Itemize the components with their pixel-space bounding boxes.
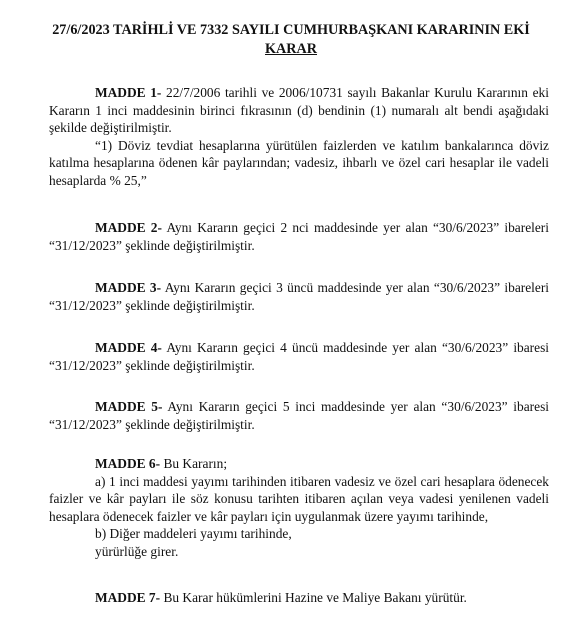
article-1-line-2: Kararın 1 inci maddesinin birinci fıkrasının (d) bendinin (1) numaralı alt bendi aşağıdaki xyxy=(49,102,549,118)
article-7-label: MADDE 7- xyxy=(95,590,161,605)
article-4-label: MADDE 4- xyxy=(95,340,162,355)
article-1-line-3: şekilde değiştirilmiştir. xyxy=(49,120,172,135)
document-title xyxy=(0,21,582,59)
article-4: MADDE 4- Aynı Kararın geçici 4 üncü maddesinde yer alan “30/6/2023” ibaresi “31/12/2023” şeklinde değiştirilmiştir. xyxy=(49,340,550,373)
article-7: MADDE 7- Bu Karar hükümlerini Hazine ve Maliye Bakanı yürütür. xyxy=(95,590,467,605)
article-5-label: MADDE 5- xyxy=(95,399,163,414)
article-1-quote-1: “1) Döviz tevdiat hesaplarına yürütülen faizlerden ve katılım bankalarınca döviz xyxy=(95,137,549,153)
article-1-line-1: MADDE 1- 22/7/2006 tarihli ve 2006/10731 sayılı Bakanlar Kurulu Kararının eki xyxy=(95,85,549,100)
article-1-quote-3: hesaplarda % 25,” xyxy=(49,172,147,188)
article-1-label: MADDE 1- xyxy=(95,85,162,100)
article-3: MADDE 3- Aynı Kararın geçici 3 üncü maddesinde yer alan “30/6/2023” ibareleri “31/12/2023” şeklinde değiştirilmiştir. xyxy=(49,280,550,313)
article-5: MADDE 5- Aynı Kararın geçici 5 inci maddesinde yer alan “30/6/2023” ibaresi “31/12/2023” şeklinde değiştirilmiştir. xyxy=(49,399,550,432)
article-6: MADDE 6- Bu Kararın; a) 1 inci maddesi yayımı tarihinden itibaren vadesiz ve özel cari hesaplara ödenecek faizler ve kâr payları ile söz konusu tarihten itibaren açılan veya vadesi yenilenen vadeli hesaplara ödenecek faizler ve kâr payları için uygulanmak üzere yayımı tarihinde, b) Diğer maddeleri yayımı tarihinde, yürürlüğe girer. xyxy=(49,456,549,559)
title-line-1: 27/6/2023 TARİHLİ VE 7332 SAYILI CUMHURBAŞKANI KARARININ EKİ xyxy=(52,22,530,38)
article-6-label: MADDE 6- xyxy=(95,456,161,471)
article-2: MADDE 2- Aynı Kararın geçici 2 nci maddesinde yer alan “30/6/2023” ibareleri “31/12/2023” şeklinde değiştirilmiştir. xyxy=(49,220,549,253)
article-2-label: MADDE 2- xyxy=(95,220,162,235)
article-1-quote-2: katılma hesaplarına ödenen kâr paylarından; vadesiz, ihbarlı ve özel cari hesaplar ile vadeli xyxy=(49,155,549,170)
article-1 xyxy=(49,84,549,189)
article-3-label: MADDE 3- xyxy=(95,280,162,295)
title-line-2: KARAR xyxy=(264,41,318,57)
